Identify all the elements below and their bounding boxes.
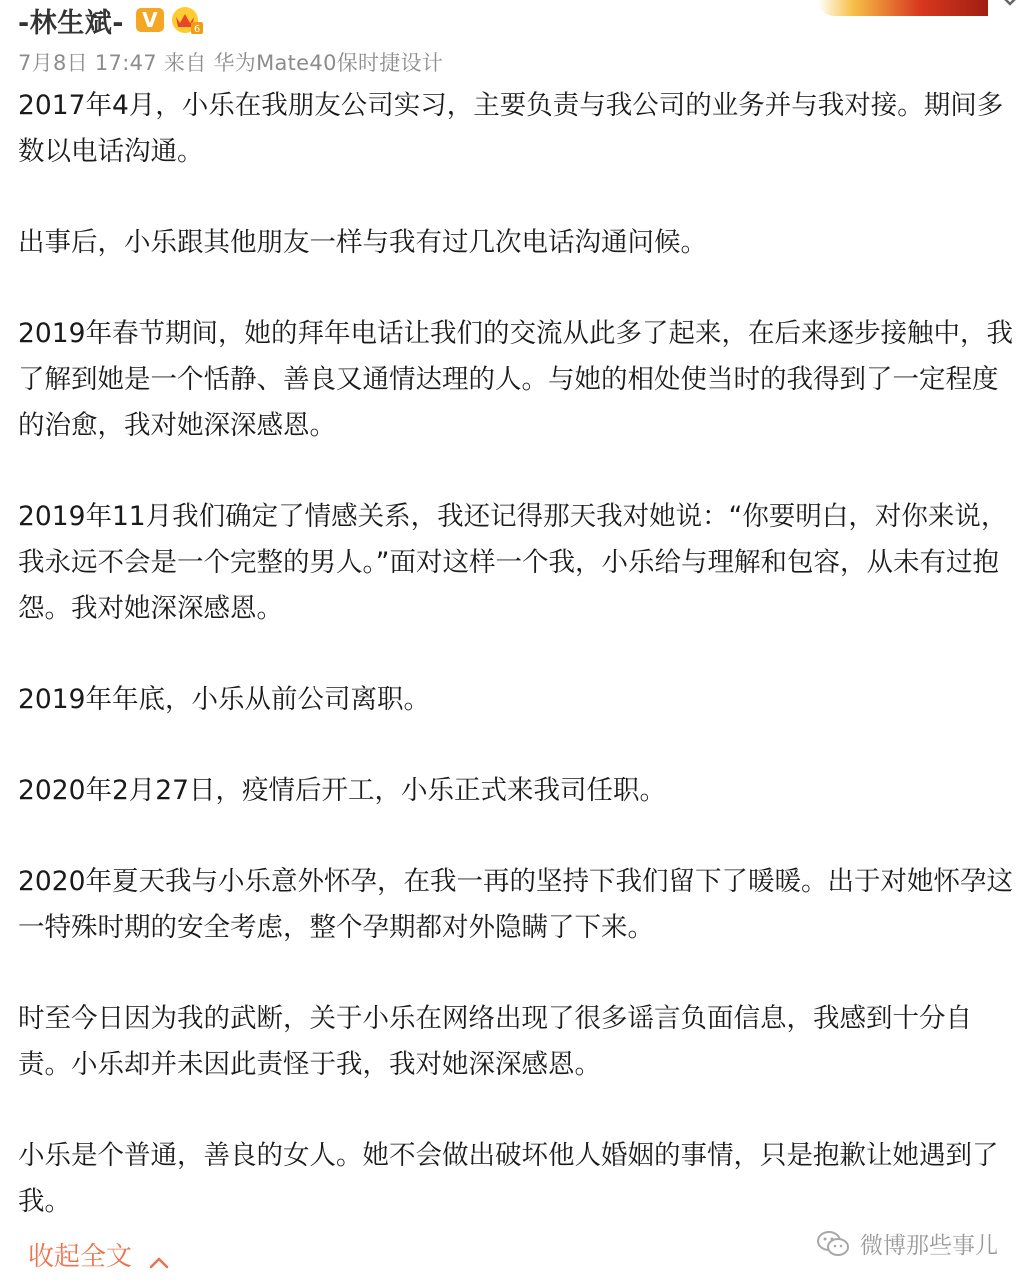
paragraph: 2019年年底，小乐从前公司离职。 xyxy=(18,684,430,715)
wechat-icon xyxy=(816,1229,850,1259)
paragraph: 出事后，小乐跟其他朋友一样与我有过几次电话沟通问候。 xyxy=(18,227,707,258)
paragraph: 2020年夏天我与小乐意外怀孕，在我一再的坚持下我们留下了暖暖。出于对她怀孕这一特殊时期的安全考虑，整个孕期都对外隐瞒了下来。 xyxy=(18,866,1013,943)
watermark-text: 微博那些事儿 xyxy=(860,1233,998,1259)
paragraph: 小乐是个普通，善良的女人。她不会做出破坏他人婚姻的事情，只是抱歉让她遇到了我。 xyxy=(18,1140,999,1217)
paragraph: 2019年春节期间，她的拜年电话让我们的交流从此多了起来，在后来逐步接触中，我了解到她是一个恬静、善良又通情达理的人。与她的相处使当时的我得到了一定程度的治愈，我对她深深感恩。 xyxy=(18,318,1013,441)
username[interactable]: -林生斌- xyxy=(18,7,124,39)
paragraph: 2019年11月我们确定了情感关系，我还记得那天我对她说：“你要明白，对你来说，我永远不会是一个完整的男人。”面对这样一个我，小乐给与理解和包容，从未有过抱怨。我对她深深感恩。 xyxy=(18,501,1008,624)
wechat-watermark xyxy=(816,1227,998,1260)
paragraph: 2017年4月，小乐在我朋友公司实习，主要负责与我公司的业务并与我对接。期间多数以电话沟通。 xyxy=(18,90,1004,167)
chevron-up-icon xyxy=(148,1247,170,1263)
post-body xyxy=(18,83,1014,1270)
more-options-icon[interactable] xyxy=(998,0,1022,14)
post-header xyxy=(18,0,204,40)
crown-badge-icon xyxy=(170,5,204,35)
decorative-banner xyxy=(818,0,988,16)
collapse-full-text-button[interactable] xyxy=(28,1236,170,1273)
paragraph: 时至今日因为我的武断，关于小乐在网络出现了很多谣言负面信息，我感到十分自责。小乐却并未因此责怪于我，我对她深深感恩。 xyxy=(18,1003,972,1080)
crown-badge-level: 6 xyxy=(193,24,201,35)
post-meta: 7月8日 17:47 来自 华为Mate40保时捷设计 xyxy=(18,51,444,75)
paragraph: 2020年2月27日，疫情后开工，小乐正式来我司任职。 xyxy=(18,775,667,806)
collapse-label: 收起全文 xyxy=(28,1242,133,1272)
verified-badge-icon: V xyxy=(136,8,164,32)
